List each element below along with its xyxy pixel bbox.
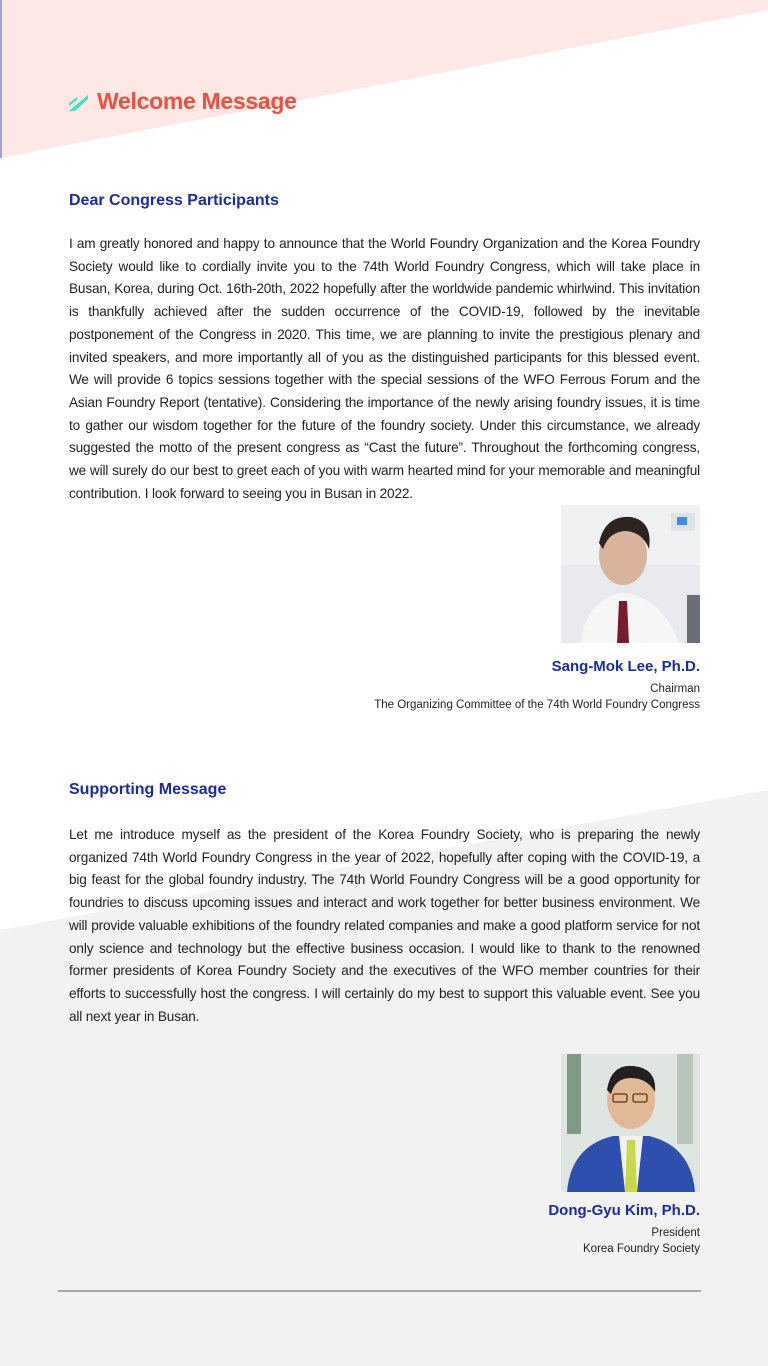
signatory-title: Chairman [650,683,700,695]
welcome-signature [374,658,700,713]
page-header [69,88,297,115]
top-pink-band [0,0,768,158]
supporting-signature [548,1202,700,1257]
supporting-body: Let me introduce myself as the president of the Korea Foundry Society, who is preparing the newly organized 74th World Foundry Congress in the year of 2022, hopefully after coping with the COVID-19, a big feast for the global foundry industry. The 74th World Foundry Congress will be a good opportunity for foundries to discuss upcoming issues and interact and work together for better business environment. We will provide valuable exhibitions of the foundry related companies and make a good platform service for not only science and technology but the effective business occasion. I would like to thank to the renowned former presidents of Korea Foundry Society and the executives of the WFO member countries for their efforts to successfully host the congress. I will certainly do my best to support this valuable event. See you all next year in Busan. [69,827,700,1024]
leaf-icon [69,93,89,111]
signatory-name: Dong-Gyu Kim, Ph.D. [548,1202,700,1219]
bottom-divider [58,1290,701,1292]
page-title: Welcome Message [97,88,297,114]
left-edge-rule [0,0,2,158]
signatory-organization: The Organizing Committee of the 74th World Foundry Congress [374,699,700,711]
chairman-photo [561,505,700,643]
welcome-heading: Dear Congress Participants [69,192,279,209]
welcome-body: I am greatly honored and happy to announce that the World Foundry Organization and the Korea Foundry Society would like to cordially invite you to the 74th World Foundry Congress, which will take place in Busan, Korea, during Oct. 16th-20th, 2022 hopefully after the worldwide pandemic whirlwind. This invitation is thankfully achieved after the sudden occurrence of the COVID-19, followed by the inevitable postponement of the Congress in 2020. This time, we are planning to invite the prestigious plenary and invited speakers, and more importantly all of you as the distinguished participants for this blessed event. We will provide 6 topics sessions together with the special sessions of the WFO Ferrous Forum and the Asian Foundry Report (tentative). Considering the importance of the newly arising foundry issues, it is time to gather our wisdom together for the future of the foundry society. Under this circumstance, we already suggested the motto of the present congress as “Cast the future”. Throughout the forthcoming congress, we will surely do our best to greet each of you with warm hearted mind for your memorable and meaningful contribution. I look forward to seeing you in Busan in 2022. [69,236,700,501]
supporting-heading: Supporting Message [69,781,227,798]
signatory-title: President [651,1227,700,1239]
signatory-organization: Korea Foundry Society [583,1243,700,1255]
president-photo [561,1054,700,1192]
signatory-name: Sang-Mok Lee, Ph.D. [551,658,700,675]
